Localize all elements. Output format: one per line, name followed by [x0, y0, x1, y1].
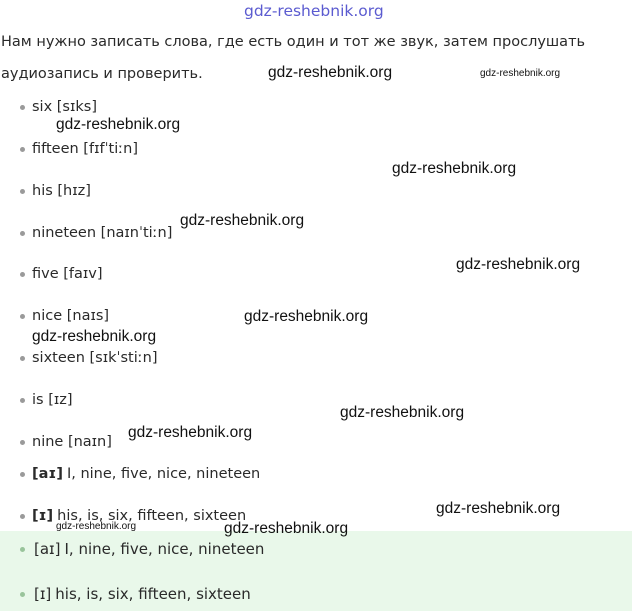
word-text: is [ɪz] — [32, 392, 73, 408]
watermark: gdz-reshebnik.org — [244, 2, 384, 20]
phoneme-symbol: [aɪ] — [34, 540, 61, 558]
word-text: six [sɪks] — [32, 99, 97, 115]
group-words: his, is, six, fifteen, sixteen — [57, 508, 247, 524]
watermark: gdz-reshebnik.org — [392, 160, 517, 177]
watermark: gdz-reshebnik.org — [56, 116, 181, 133]
word-text: five [faɪv] — [32, 266, 103, 282]
word-text: nineteen [naɪnˈtiːn] — [32, 225, 173, 241]
bullet-icon — [20, 547, 25, 552]
watermark: gdz-reshebnik.org — [268, 64, 393, 81]
group-words: I, nine, five, nice, nineteen — [66, 466, 261, 482]
bullet-icon — [20, 189, 25, 194]
bullet-icon — [20, 514, 25, 519]
answer-item-i — [0, 582, 251, 606]
bullet-icon — [20, 314, 25, 319]
list-item — [0, 346, 157, 370]
list-item — [0, 137, 138, 161]
word-text: nice [naɪs] — [32, 308, 110, 324]
list-item — [0, 262, 103, 286]
watermark: gdz-reshebnik.org — [244, 308, 369, 325]
bullet-icon — [20, 472, 25, 477]
phoneme-symbol: [ɪ] — [34, 585, 52, 603]
word-text: nine [naɪn] — [32, 434, 112, 450]
watermark: gdz-reshebnik.org — [224, 520, 349, 537]
bullet-icon — [20, 440, 25, 445]
intro-line-1: Нам нужно записать слова, где есть один и тот же звук, затем прослушать — [1, 34, 586, 50]
answer-item-ai — [0, 537, 264, 561]
bullet-icon — [20, 231, 25, 236]
list-item — [0, 304, 109, 328]
watermark: gdz-reshebnik.org — [436, 500, 561, 517]
answer-words: I, nine, five, nice, nineteen — [64, 540, 265, 558]
watermark: gdz-reshebnik.org — [480, 68, 561, 79]
watermark: gdz-reshebnik.org — [56, 521, 137, 532]
list-item — [0, 430, 112, 454]
list-item — [0, 221, 172, 245]
list-item — [0, 388, 73, 412]
phoneme-symbol: [aɪ] — [32, 466, 63, 482]
bullet-icon — [20, 147, 25, 152]
answer-box — [0, 531, 632, 611]
group-item-ai — [0, 462, 260, 486]
word-text: fifteen [fɪfˈtiːn] — [32, 141, 138, 157]
watermark: gdz-reshebnik.org — [128, 424, 253, 441]
bullet-icon — [20, 356, 25, 361]
bullet-icon — [20, 592, 25, 597]
answer-words: his, is, six, fifteen, sixteen — [55, 585, 251, 603]
bullet-icon — [20, 105, 25, 110]
phoneme-symbol: [ɪ] — [32, 508, 54, 524]
watermark: gdz-reshebnik.org — [32, 328, 157, 345]
word-text: his [hɪz] — [32, 183, 91, 199]
watermark: gdz-reshebnik.org — [456, 256, 581, 273]
watermark: gdz-reshebnik.org — [180, 212, 305, 229]
word-text: sixteen [sɪkˈstiːn] — [32, 350, 158, 366]
intro-line-2: аудиозапись и проверить. — [1, 66, 203, 82]
watermark: gdz-reshebnik.org — [340, 404, 465, 421]
list-item — [0, 179, 91, 203]
bullet-icon — [20, 272, 25, 277]
bullet-icon — [20, 398, 25, 403]
